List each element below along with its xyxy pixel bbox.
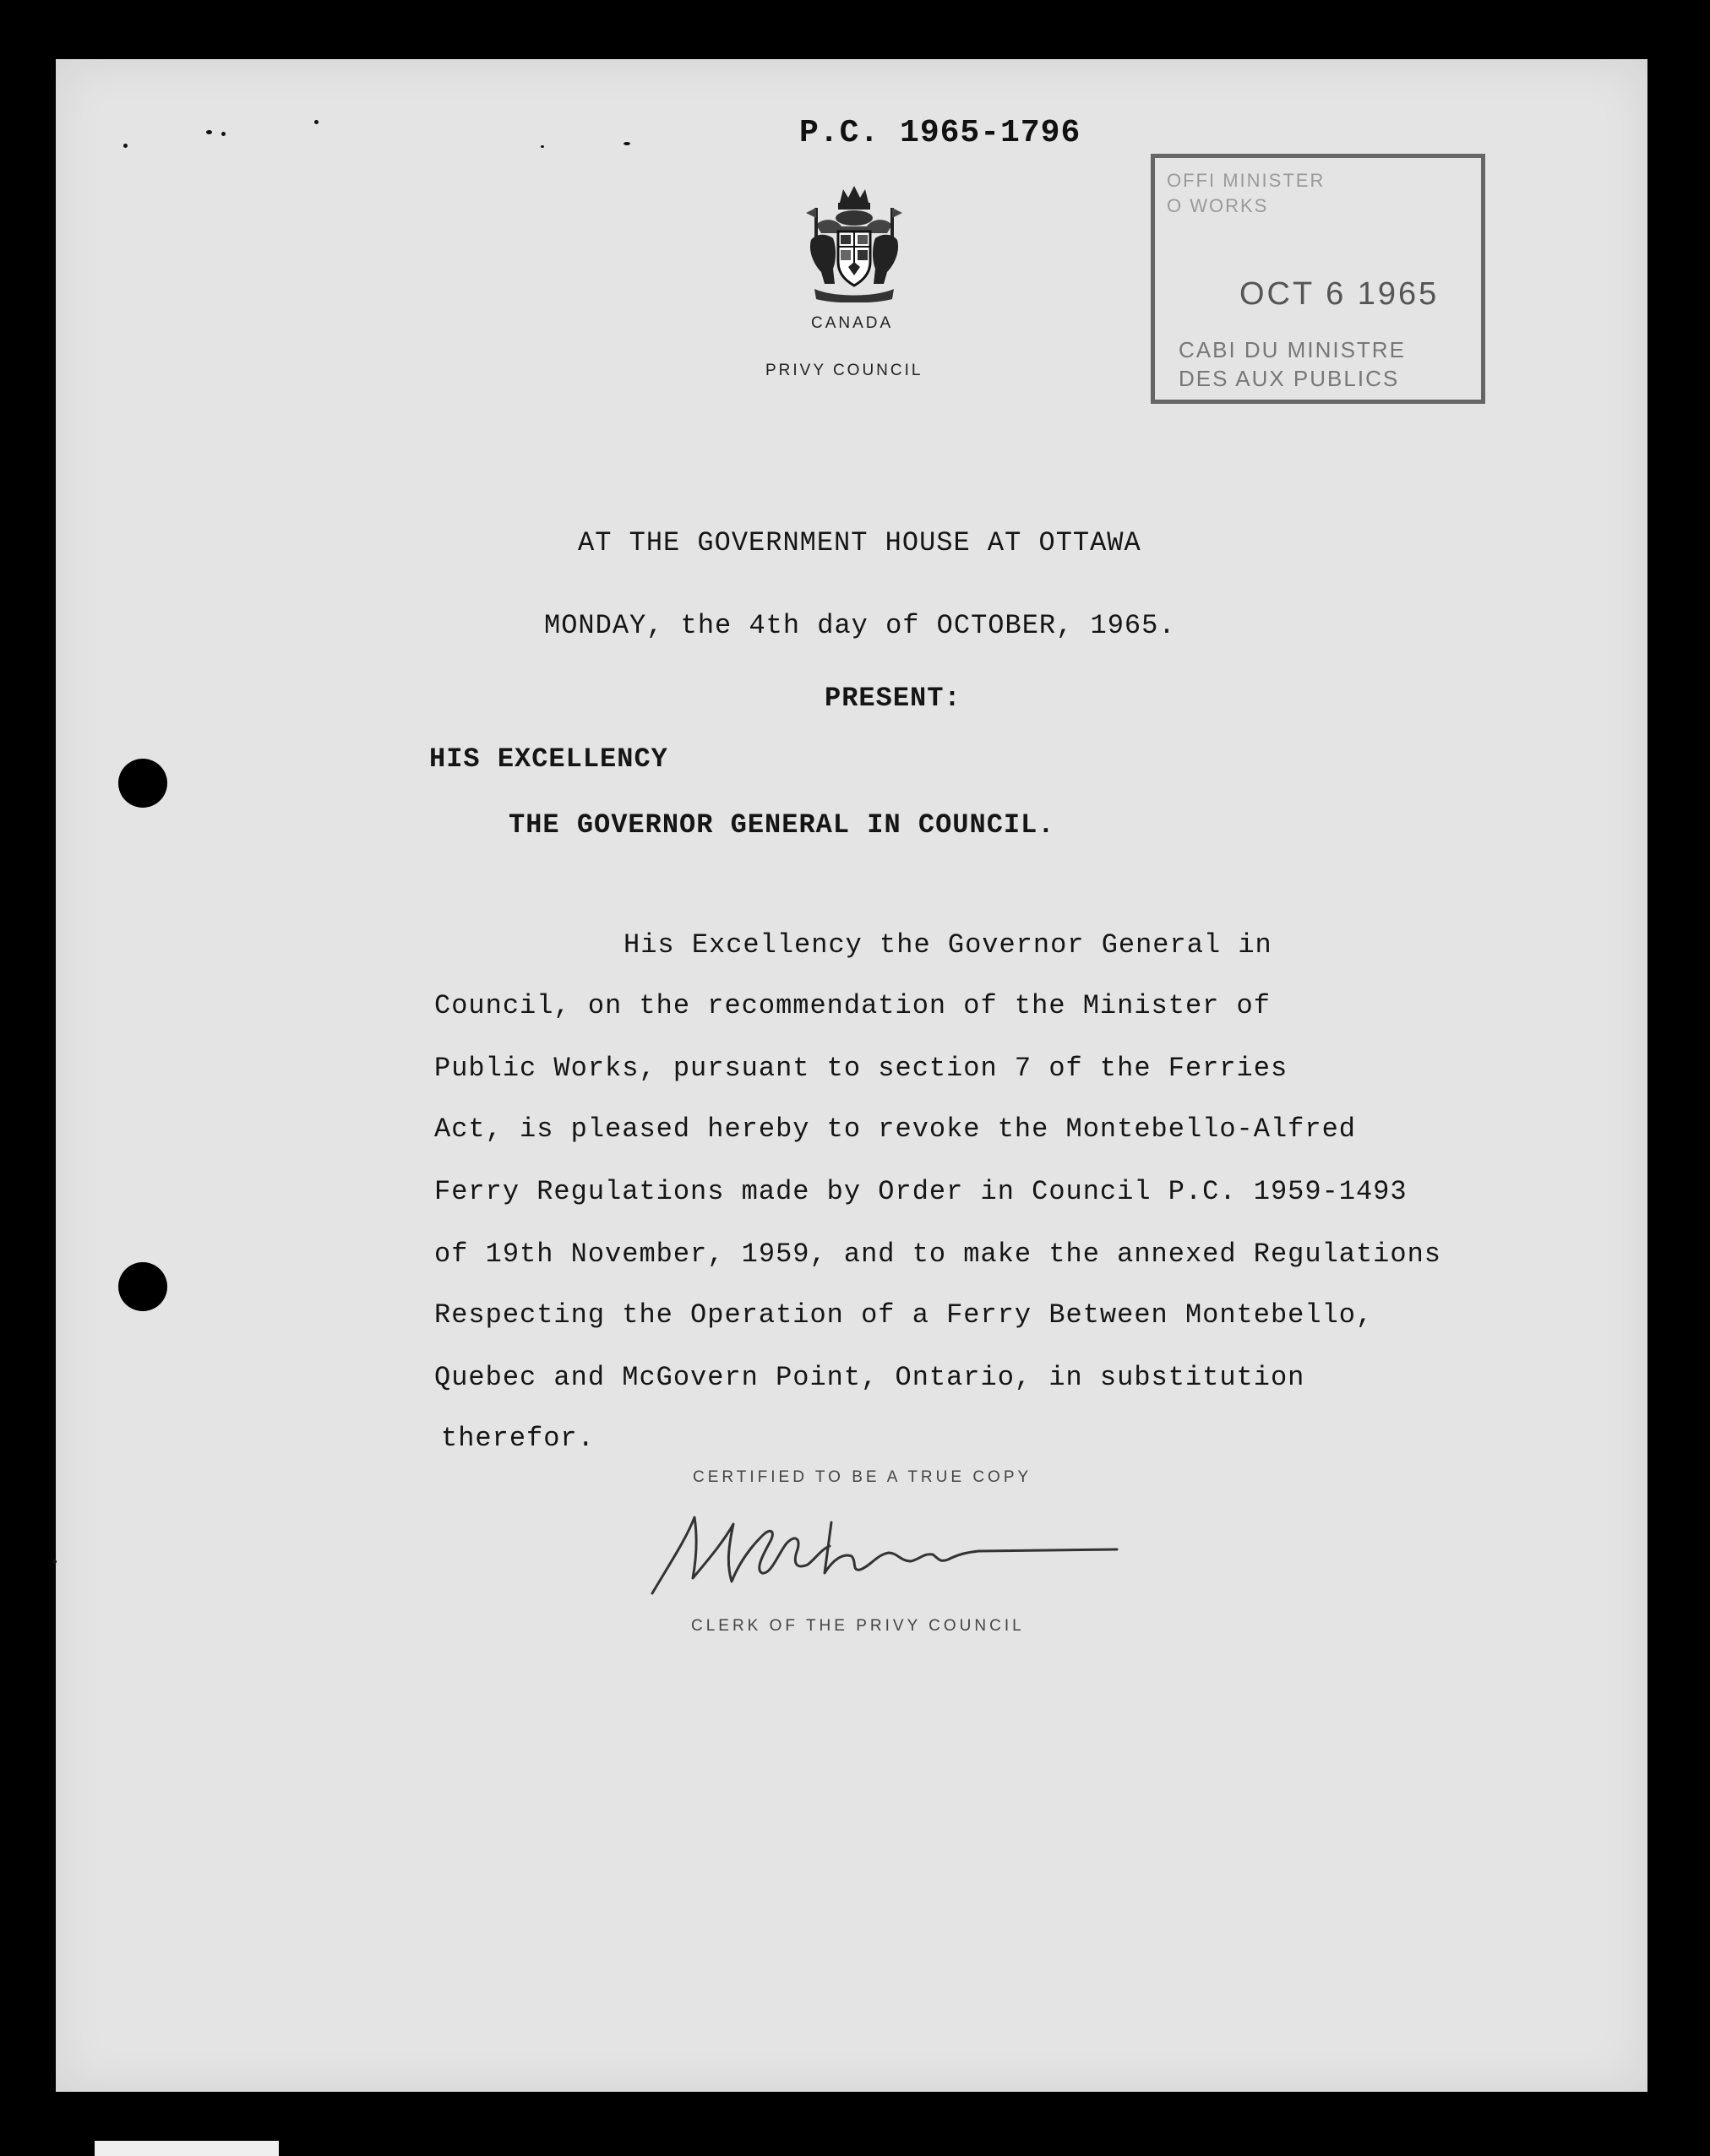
- certified-label: CERTIFIED TO BE A TRUE COPY: [693, 1468, 1032, 1486]
- stamp-line-1: OFFI MINISTER: [1167, 170, 1326, 191]
- body-line: Act, is pleased hereby to revoke the Montebello-Alfred: [434, 1113, 1356, 1145]
- stamp-date: OCT 6 1965: [1239, 276, 1440, 312]
- body-line: of 19th November, 1959, and to make the annexed Regulations: [434, 1239, 1441, 1270]
- clerk-signature: [644, 1505, 1134, 1607]
- canada-label: CANADA: [811, 314, 894, 332]
- punch-hole-upper: [118, 759, 167, 808]
- body-line: therefor.: [441, 1423, 595, 1454]
- scan-speck: [314, 120, 319, 124]
- scan-speck: [624, 142, 630, 145]
- stamp-line-4: CABI DU MINISTRE: [1179, 337, 1406, 362]
- clerk-label: CLERK OF THE PRIVY COUNCIL: [691, 1617, 1025, 1635]
- scan-speck: [206, 130, 212, 134]
- order-number: P.C. 1965-1796: [799, 115, 1081, 151]
- excellency-line: HIS EXCELLENCY: [429, 743, 668, 775]
- scan-edge-tab: [95, 2141, 279, 2156]
- place-line: AT THE GOVERNMENT HOUSE AT OTTAWA: [578, 527, 1141, 558]
- stamp-line-2: O WORKS: [1167, 195, 1269, 216]
- body-line: Ferry Regulations made by Order in Council P.C. 1959-1493: [434, 1176, 1408, 1207]
- body-line: His Excellency the Governor General in: [624, 929, 1272, 961]
- body-line: Respecting the Operation of a Ferry Between Montebello,: [434, 1299, 1374, 1331]
- stamp-line-5: DES AUX PUBLICS: [1179, 366, 1400, 391]
- received-stamp: [1151, 154, 1485, 404]
- punch-hole-lower: [118, 1262, 167, 1311]
- body-line: Council, on the recommendation of the Minister of: [434, 990, 1271, 1021]
- scan-speck: [541, 145, 544, 148]
- scan-speck: [52, 1560, 57, 1564]
- privy-council-label: PRIVY COUNCIL: [765, 362, 923, 379]
- scan-speck: [221, 132, 226, 136]
- body-line: Public Works, pursuant to section 7 of the Ferries: [434, 1053, 1288, 1084]
- coat-of-arms-icon: [799, 184, 909, 302]
- governor-line: THE GOVERNOR GENERAL IN COUNCIL.: [509, 809, 1055, 841]
- body-line: Quebec and McGovern Point, Ontario, in substitution: [434, 1362, 1305, 1393]
- scan-speck: [123, 144, 128, 148]
- date-line: MONDAY, the 4th day of OCTOBER, 1965.: [544, 610, 1176, 641]
- present-heading: PRESENT:: [825, 683, 961, 714]
